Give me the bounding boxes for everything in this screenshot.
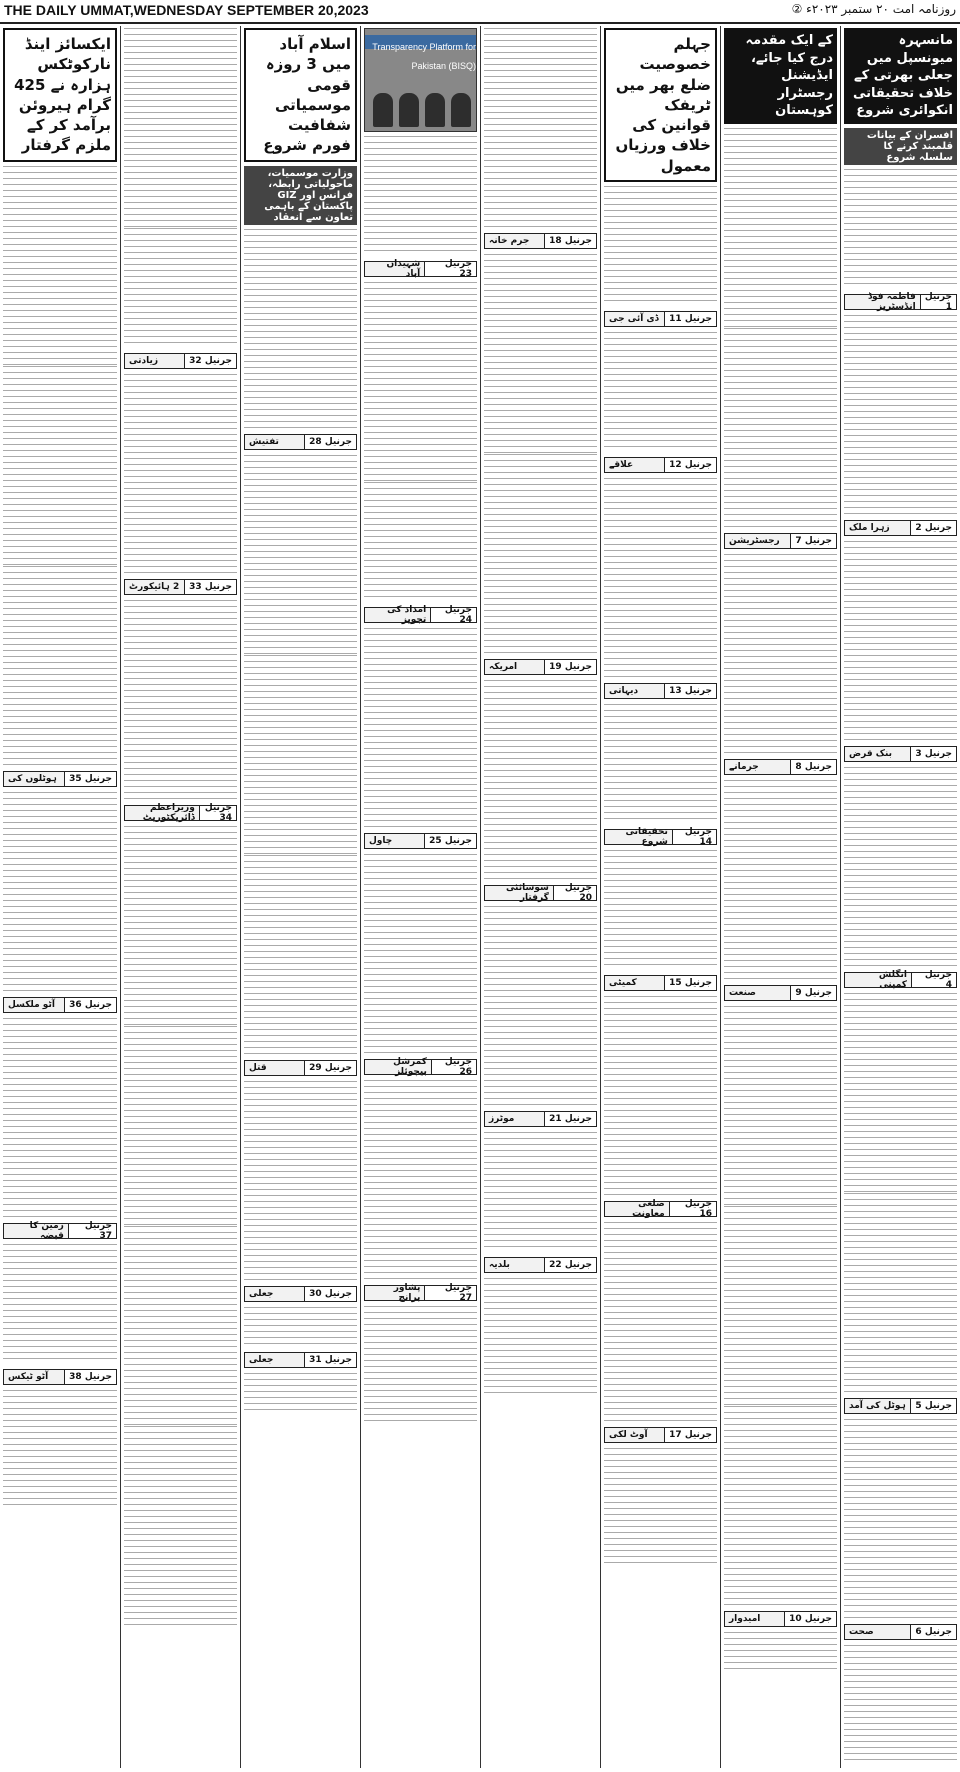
article-text: [484, 1278, 597, 1398]
section-heading: جرنیل 6 صحت: [844, 1624, 957, 1640]
article-text: [724, 1006, 837, 1206]
article-text: [364, 482, 477, 602]
article-text: [724, 1406, 837, 1606]
section-heading: جرنیل 36 آٹو ملکسل: [3, 997, 117, 1013]
column-6: [240, 26, 360, 1768]
section-heading: جرنیل 4 انگلش کمپنی: [844, 972, 957, 988]
article-text: [484, 454, 597, 654]
article-text: [484, 1132, 597, 1252]
article-text: [604, 1448, 717, 1568]
headline-heroin-seizure: ایکسائز اینڈ نارکوٹکس ہزارہ نے 425 گرام ہیروئن برآمد کر کے ملزم گرفتار: [3, 28, 117, 162]
article-text: [364, 854, 477, 1054]
article-text: [364, 1306, 477, 1426]
article-text: [3, 1244, 117, 1364]
article-text: [724, 328, 837, 528]
article-text: [244, 655, 357, 855]
headline-kohistan: کے ایک مقدمہ درج کیا جائے، ایڈیشنل رجسٹرار کوہستان: [724, 28, 837, 124]
article-text: [604, 704, 717, 824]
subhead-islamabad-forum: وزارت موسمیات، ماحولیاتی رابطہ، فرانس اور GIZ پاکستان کے باہمی تعاون سے انعقاد: [244, 166, 357, 225]
section-heading: جرنیل 25 چاول: [364, 833, 477, 849]
section-heading: جرنیل 8 جرمانے: [724, 759, 837, 775]
photo-banner: Transparency Platform for Pakistan (BISQ): [365, 35, 476, 49]
headline-mansehra: مانسہرہ میونسپل میں جعلی بھرتی کے خلاف تحقیقاتی انکوائری شروع: [844, 28, 957, 124]
article-text: [3, 1018, 117, 1218]
section-heading: جرنیل 24 امداد کی تجویز: [364, 607, 477, 623]
column-3: [600, 26, 720, 1768]
article-text: [3, 166, 117, 366]
article-text: [724, 1206, 837, 1406]
section-heading: جرنیل 22 بلدیہ: [484, 1257, 597, 1273]
article-text: [724, 554, 837, 754]
section-heading: جرنیل 29 قتل: [244, 1060, 357, 1076]
section-heading: جرنیل 37 زمین کا قبضہ: [3, 1223, 117, 1239]
article-text: [124, 1226, 237, 1426]
person-figure: [425, 93, 445, 127]
section-heading: جرنیل 3 بنک قرض: [844, 746, 957, 762]
article-text: [844, 1645, 957, 1765]
article-text: [604, 1222, 717, 1422]
masthead: [0, 0, 960, 24]
section-heading: جرنیل 30 جعلی: [244, 1286, 357, 1302]
article-text: [124, 826, 237, 1026]
column-7: [120, 26, 240, 1768]
section-heading: جرنیل 27 پشاور برانچ: [364, 1285, 477, 1301]
section-heading: جرنیل 17 آوٹ لکی: [604, 1427, 717, 1443]
headline-islamabad-forum: اسلام آباد میں 3 روزہ قومی موسمیاتی شفافیت فورم شروع: [244, 28, 357, 162]
article-text: [244, 1307, 357, 1347]
article-text: [124, 374, 237, 574]
subhead-mansehra: افسران کے بیانات قلمبند کرنے کا سلسلہ شروع: [844, 128, 957, 165]
section-heading: جرنیل 10 امیدوار: [724, 1611, 837, 1627]
article-text: [484, 254, 597, 454]
section-heading: جرنیل 31 جعلی: [244, 1352, 357, 1368]
section-heading: جرنیل 38 آٹو ٹیکس: [3, 1369, 117, 1385]
section-heading: جرنیل 32 زیادتی: [124, 353, 237, 369]
article-text: [604, 850, 717, 970]
article-text: [844, 1193, 957, 1393]
article-text: [3, 566, 117, 766]
person-figure: [451, 93, 471, 127]
section-heading: جرنیل 28 تفتیش: [244, 434, 357, 450]
column-1: [840, 26, 960, 1768]
article-text: [124, 1026, 237, 1226]
article-text: [844, 767, 957, 967]
section-heading: جرنیل 21 موٹرز: [484, 1111, 597, 1127]
article-text: [124, 28, 237, 228]
article-text: [3, 1390, 117, 1510]
section-heading: جرنیل 33 2 ہائیکورٹ: [124, 579, 237, 595]
section-heading: جرنیل 18 جرم خانہ: [484, 233, 597, 249]
section-heading: جرنیل 7 رجسٹریشن: [724, 533, 837, 549]
article-text: [364, 1080, 477, 1280]
section-heading: جرنیل 26 کمرشل بیچوئلز: [364, 1059, 477, 1075]
article-text: [244, 855, 357, 1055]
article-text: [844, 541, 957, 741]
article-text: [724, 1632, 837, 1672]
section-heading: جرنیل 20 سوسائٹی گرفتار: [484, 885, 597, 901]
column-5: [360, 26, 480, 1768]
article-text: [844, 1419, 957, 1619]
section-heading: جرنیل 12 علاقے: [604, 457, 717, 473]
section-heading: جرنیل 9 صنعت: [724, 985, 837, 1001]
section-heading: جرنیل 16 ضلعی معاونت: [604, 1201, 717, 1217]
article-text: [484, 680, 597, 880]
article-text: [364, 282, 477, 482]
section-heading: جرنیل 13 دیہاتی: [604, 683, 717, 699]
person-figure: [373, 93, 393, 127]
section-heading: جرنیل 1 فاطمہ فوڈ انڈسٹریز: [844, 294, 957, 310]
column-4: [480, 26, 600, 1768]
section-heading: جرنیل 15 کمیٹی: [604, 975, 717, 991]
article-text: [124, 228, 237, 348]
article-text: [244, 1373, 357, 1413]
article-text: [244, 1081, 357, 1281]
section-heading: جرنیل 35 ہوٹلوں کی: [3, 771, 117, 787]
section-heading: جرنیل 34 وزیراعظم ڈائریکٹوریٹ: [124, 805, 237, 821]
section-heading: جرنیل 19 امریکہ: [484, 659, 597, 675]
section-heading: جرنیل 11 ڈی آئی جی: [604, 311, 717, 327]
section-heading: جرنیل 5 ہوٹل کی آمد: [844, 1398, 957, 1414]
article-text: [244, 229, 357, 429]
masthead-english: THE DAILY UMMAT,WEDNESDAY SEPTEMBER 20,2023: [4, 2, 369, 18]
article-text: [844, 315, 957, 515]
article-text: [724, 128, 837, 328]
article-text: [604, 478, 717, 678]
article-text: [364, 136, 477, 256]
article-text: [844, 993, 957, 1193]
person-figure: [399, 93, 419, 127]
article-text: [844, 169, 957, 289]
section-heading: جرنیل 2 زہرا ملک: [844, 520, 957, 536]
article-text: [364, 628, 477, 828]
section-heading: جرنیل 14 تحقیقاتی شروع: [604, 829, 717, 845]
article-text: [484, 906, 597, 1106]
masthead-urdu: روزنامہ امت ۲۰ ستمبر ۲۰۲۳ء ②: [791, 2, 956, 16]
article-text: [124, 600, 237, 800]
headline-jhelum: جہلم خصوصیت ضلع بھر میں ٹریفک قوانین کی خلاف ورزیاں معمول: [604, 28, 717, 182]
article-text: [724, 780, 837, 980]
column-2: [720, 26, 840, 1768]
article-text: [604, 996, 717, 1196]
article-text: [3, 366, 117, 566]
article-text: [3, 792, 117, 992]
column-8: [0, 26, 120, 1768]
article-text: [604, 332, 717, 452]
article-text: [484, 28, 597, 228]
section-heading: جرنیل 23 شہیداں آباد: [364, 261, 477, 277]
article-text: [604, 186, 717, 306]
article-text: [244, 455, 357, 655]
article-text: [124, 1426, 237, 1626]
photo-forum: [364, 28, 477, 132]
